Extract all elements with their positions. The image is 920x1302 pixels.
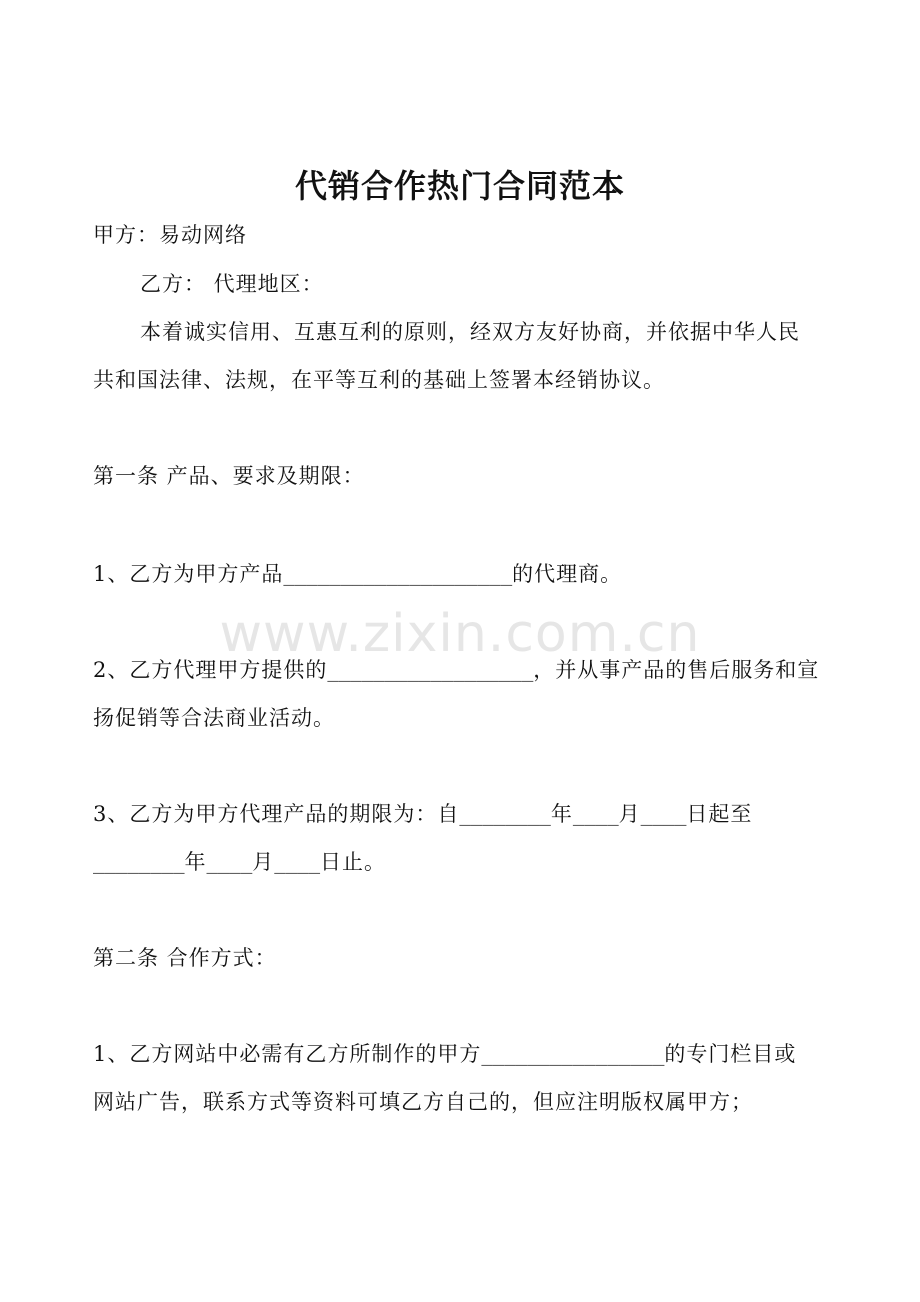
fill-blank: ________________ [481, 1044, 665, 1066]
item-text: 3、乙方为甲方代理产品的期限为：自 [93, 802, 460, 826]
fill-blank: ____________________ [283, 564, 513, 586]
month-label: 月 [252, 850, 275, 874]
article-1-item-2-line-2: 扬促销等合法商业活动。 [93, 706, 335, 730]
year-label: 年 [550, 802, 573, 826]
fill-blank-year: ________ [93, 852, 185, 874]
article-1-item-2 [93, 654, 819, 687]
article-1-item-3 [93, 798, 752, 831]
preamble-line-1: 本着诚实信用、互惠互利的原则，经双方友好协商，并依据中华人民 [140, 320, 800, 344]
end-label: 日止。 [320, 850, 387, 874]
article-1-item-1 [93, 558, 622, 591]
fill-blank-day: ____ [274, 852, 321, 874]
year-label: 年 [184, 850, 207, 874]
fill-blank-day: ____ [640, 804, 687, 826]
party-b-line: 乙方： 代理地区： [140, 272, 324, 296]
item-text: 1、乙方为甲方产品 [93, 562, 284, 586]
document-title: 代销合作热门合同范本 [294, 167, 625, 205]
article-1-item-3-line-2 [93, 846, 386, 879]
article-2-heading: 第二条 合作方式： [93, 946, 277, 970]
item-text: 1、乙方网站中必需有乙方所制作的甲方 [93, 1042, 482, 1066]
day-label: 日起至 [686, 802, 753, 826]
fill-blank-month: ____ [206, 852, 253, 874]
fill-blank-month: ____ [572, 804, 619, 826]
article-2-item-1-line-2: 网站广告，联系方式等资料可填乙方自己的，但应注明版权属甲方； [93, 1090, 753, 1114]
party-a-line: 甲方：易动网络 [93, 223, 247, 247]
article-1-heading: 第一条 产品、要求及期限： [93, 464, 365, 488]
fill-blank-year: ________ [459, 804, 551, 826]
preamble-line-2: 共和国法律、法规，在平等互利的基础上签署本经销协议。 [93, 368, 665, 392]
watermark: www.zixin.com.cn [219, 604, 701, 664]
month-label: 月 [618, 802, 641, 826]
fill-blank: __________________ [327, 660, 534, 682]
item-text: ，并从事产品的售后服务和宣 [533, 658, 820, 682]
item-text: 的代理商。 [512, 562, 623, 586]
item-text: 的专门栏目或 [664, 1042, 797, 1066]
article-2-item-1 [93, 1038, 796, 1071]
item-text: 2、乙方代理甲方提供的 [93, 658, 328, 682]
